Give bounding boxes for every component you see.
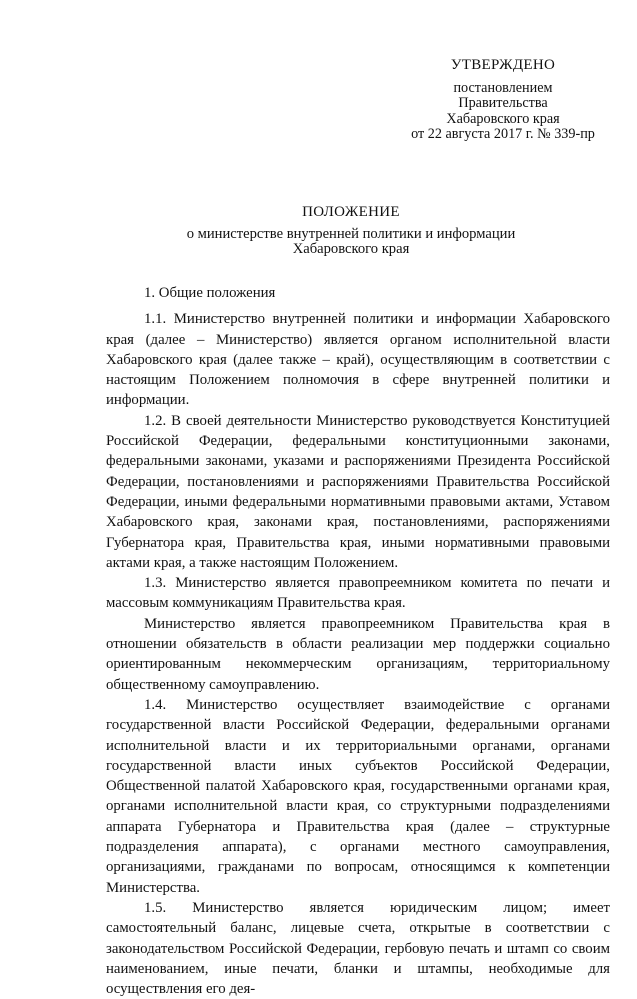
- approval-line: Правительства: [458, 95, 548, 111]
- document-title: [106, 205, 596, 258]
- approval-date-line: от 22 августа 2017 г. № 339-пр: [411, 126, 595, 142]
- approval-block: [388, 58, 618, 143]
- approval-line: постановлением: [453, 79, 553, 96]
- paragraph-1-4: 1.4. Министерство осуществляет взаимодействие с органами государственной власти Российской Федерации, федеральными органами исполнительной власти и их территориальными органами, органами государственной власти иных субъектов Российской Федерации, Общественной палатой Хабаровского края, государственными органами края, органами исполнительной власти края, со структурными подразделениями аппарата Губернатора и Правительства края (далее – структурные подразделения аппарата), с органами местного самоуправления, организациями, гражданами по вопросам, относящимся к компетенции Министерства.: [106, 696, 610, 896]
- document-body: [106, 283, 610, 999]
- approval-line: Хабаровского края: [446, 110, 560, 127]
- paragraph-successor: Министерство является правопреемником Правительства края в отношении обязательств в области реализации мер поддержки социально ориентированным некоммерческим организациям, территориальному общественному самоуправлению.: [106, 615, 610, 693]
- title-line: о министерстве внутренней политики и информации: [186, 225, 516, 242]
- title-line: Хабаровского края: [292, 241, 410, 257]
- paragraph-1-1: 1.1. Министерство внутренней политики и информации Хабаровского края (далее – Министерство) является органом исполнительной власти Хабаровского края (далее также – край), осуществляющим в соответствии с настоящим Положением полномочия в сфере внутренней политики и информации.: [106, 311, 610, 409]
- approval-heading: УТВЕРЖДЕНО: [450, 57, 556, 73]
- paragraph-1-5: 1.5. Министерство является юридическим лицом; имеет самостоятельный баланс, лицевые счета, открытые в соответствии с законодательством Российской Федерации, гербовую печать и штамп со своим наименованием, иные печати, бланки и штампы, необходимые для осуществления его дея-: [106, 899, 610, 998]
- paragraph-1-2: 1.2. В своей деятельности Министерство руководствуется Конституцией Российской Федерации, федеральными конституционными законами, федеральными законами, указами и распоряжениями Президента Российской Федерации, постановлениями и распоряжениями Правительства Российской Федерации, иными федеральными нормативными правовыми актами, Уставом Хабаровского края, законами края, постановлениями, распоряжениями Губернатора края, Правительства края, иными нормативными правовыми актами края, а также настоящим Положением.: [106, 412, 610, 571]
- title-heading: ПОЛОЖЕНИЕ: [302, 204, 400, 220]
- paragraph-1-3: 1.3. Министерство является правопреемником комитета по печати и массовым коммуникациям Правительства края.: [106, 575, 610, 612]
- section-heading: 1. Общие положения: [144, 285, 276, 301]
